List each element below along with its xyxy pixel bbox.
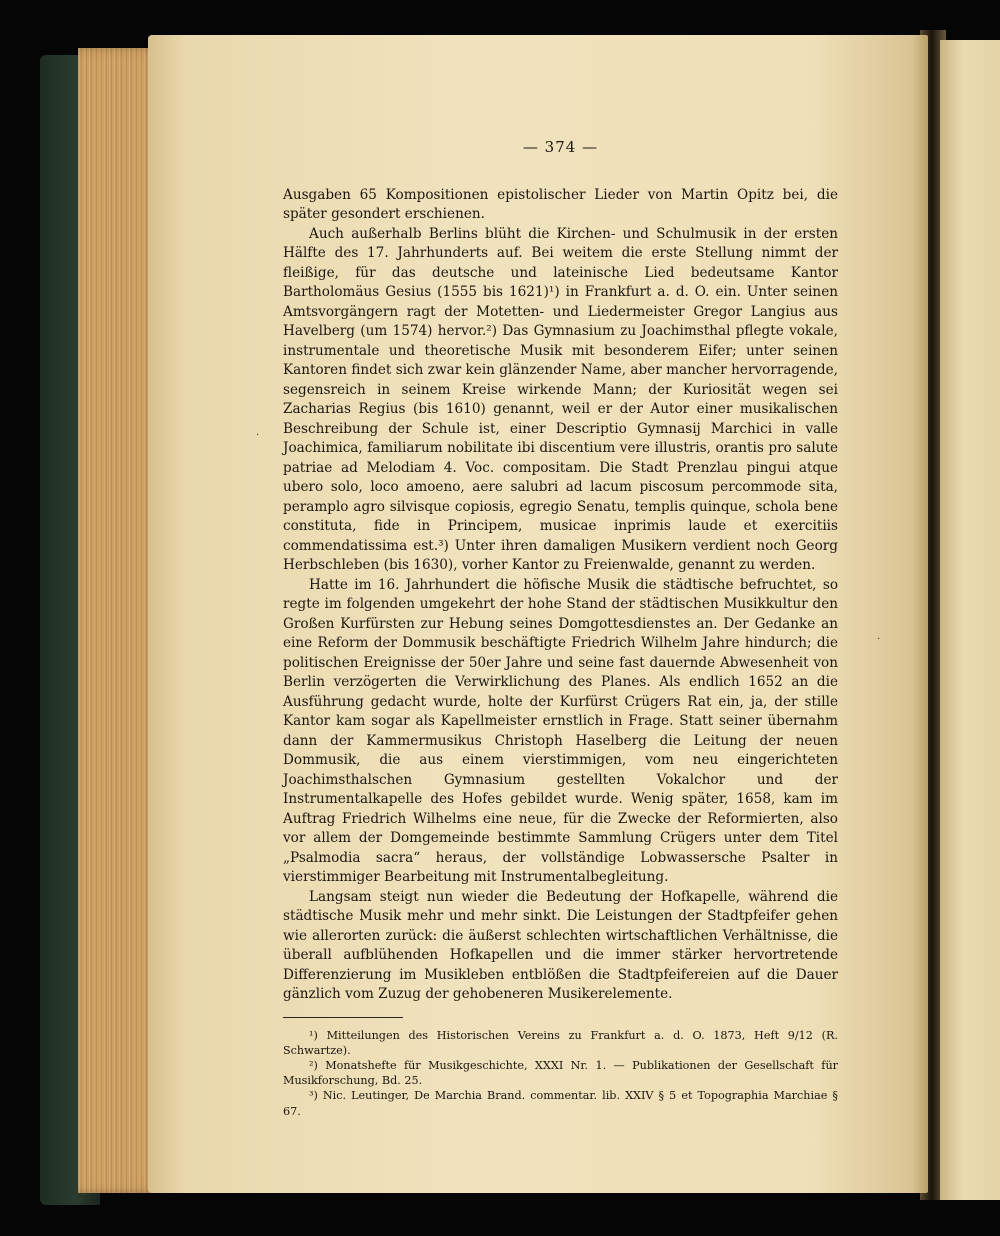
paragraph: Hatte im 16. Jahrhundert die höfische Musik die städtische befruchtet, so regte im folgenden umgekehrt der hohe Stand der städtischen Musikkultur den Großen Kurfürsten zur Hebung seines Domgottesdienstes an. Der Gedanke an eine Reform der Dommusik beschäftigte Friedrich Wilhelm Jahre hindurch; die politischen Ereignisse der 50er Jahre und seine fast dauernde Abwesenheit von Berlin verzögerten die Verwirklichung des Planes. Als endlich 1652 an die Ausführung gedacht wurde, holte der Kurfürst Crügers Rat ein, ja, der stille Kantor kam sogar als Kapellmeister ernstlich in Frage. Statt seiner übernahm dann der Kammermusikus Christoph Haselberg die Leitung der neuen Dommusik, die aus einem vierstimmigen, vom neu eingerichteten Joachimsthalschen Gymnasium gestellten Vokalchor und der Instrumentalkapelle des Hofes gebildet wurde. Wenig später, 1658, kam im Auftrag Friedrich Wilhelms eine neue, für die Zwecke der Reformierten, also vor allem der Domgemeinde bestimmte Sammlung Crügers unter dem Titel „Psalmodia sacra“ heraus, der vollständige Lobwassersche Psalter in vierstimmiger Bearbeitung mit Instrumentalbegleitung.: [283, 576, 838, 885]
paragraph: Auch außerhalb Berlins blüht die Kirchen- und Schulmusik in der ersten Hälfte des 17. Jahrhunderts auf. Bei weitem die erste Stellung nimmt der fleißige, für das deutsche und lateinische Lied bedeutsame Kantor Bartholomäus Gesius (1555 bis 1621)¹) in Frankfurt a. d. O. ein. Unter seinen Amtsvorgängern ragt der Motetten- und Liedermeister Gregor Langius aus Havelberg (um 1574) hervor.²) Das Gymnasium zu Joachimsthal pflegte vokale, instrumentale und theoretische Musik mit besonderem Eifer; unter seinen Kantoren findet sich zwar kein glänzender Name, aber mancher hervorragende, segensreich in seinem Kreise wirkende Mann; der Kuriosität wegen sei Zacharias Regius (bis 1610) genannt, weil er der Autor einer musikalischen Beschreibung der Schule ist, einer Descriptio Gymnasij Marchici in valle Joachimica, familiarum nobilitate ibi discentium vere illustris, orantis pro salute patriae ad Melodiam 4. Voc. compositam. Die Stadt Prenzlau pingui atque ubero solo, loco amoeno, aere salubri ad lacum piscosum percommode sita, peramplo agro silvisque copiosis, egregio Senatu, templis quinque, schola bene constituta, fide in Principem, musicae inprimis laude et exercitiis commendatissima est.³) Unter ihren damaligen Musikern verdient noch Georg Herbschleben (bis 1630), vorher Kantor zu Freienwalde, genannt zu werden.: [283, 225, 838, 573]
paragraph: Ausgaben 65 Kompositionen epistolischer Lieder von Martin Opitz bei, die später gesondert erschienen.: [283, 186, 838, 222]
facing-page: [940, 40, 1000, 1200]
footnote-divider: [283, 1017, 403, 1018]
dust-speck: ·: [877, 634, 881, 645]
page-content: [283, 138, 838, 1119]
dust-speck: ·: [256, 430, 260, 441]
footnote: ¹) Mitteilungen des Historischen Vereins zu Frankfurt a. d. O. 1873, Heft 9/12 (R. Schwartze).: [283, 1028, 838, 1057]
paragraph: Langsam steigt nun wieder die Bedeutung der Hofkapelle, während die städtische Musik mehr und mehr sinkt. Die Leistungen der Stadtpfeifer gehen wie allerorten zurück: die äußerst schlechten wirtschaftlichen Verhältnisse, die überall aufblühenden Hofkapellen und die immer stärker hervortretende Differenzierung im Musikleben entblößen die Stadtpfeifereien auf die Dauer gänzlich vom Zuzug der gehobeneren Musikerelemente.: [283, 888, 838, 1002]
page-number: — 374 —: [522, 138, 599, 156]
footnote: ³) Nic. Leutinger, De Marchia Brand. commentar. lib. XXIV § 5 et Topographia Marchiae § 67.: [283, 1089, 838, 1118]
footnote: ²) Monatshefte für Musikgeschichte, XXXI Nr. 1. — Publikationen der Gesellschaft für Musikforschung, Bd. 25.: [283, 1058, 838, 1088]
